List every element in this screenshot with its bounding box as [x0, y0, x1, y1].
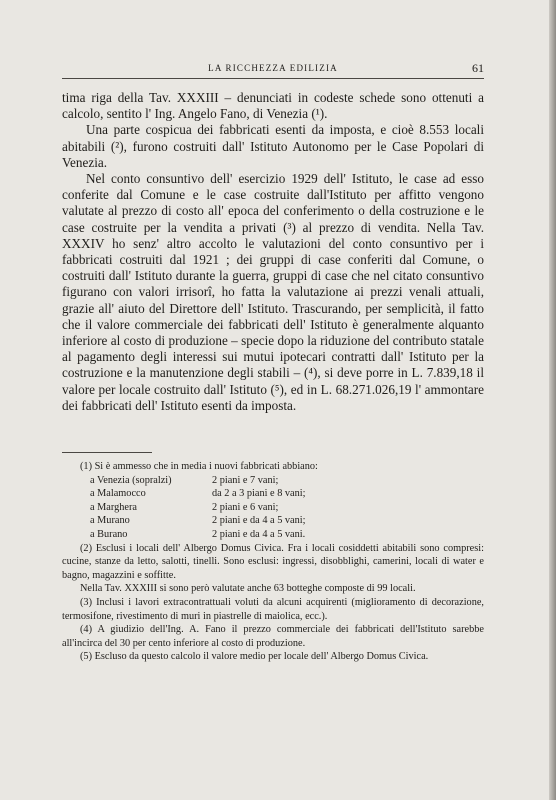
running-title: LA RICCHEZZA EDILIZIA — [208, 63, 338, 73]
footnote-1-table — [90, 474, 484, 542]
fn-place: a Burano — [90, 528, 128, 540]
fn-floors: 2 piani e 6 vani; — [212, 501, 279, 513]
footnote-2: (2) Esclusi i locali dell' Albergo Domus Civica. Fra i locali cosiddetti abitabili sono compresi: cucine, stanze da letto, salotti, tinelli. Sono esclusi: ingressi, disobblighi, camerini, locali di water e bagno, magazzini e soffitte. — [62, 542, 484, 581]
footnote-3: (3) Inclusi i lavori extracontrattuali voluti da alcuni acquirenti (miglioramento di decorazione, termosifone, rivestimento di muri in piastrelle di maiolica, ecc.). — [62, 596, 484, 622]
fn-floors: da 2 a 3 piani e 8 vani; — [212, 488, 306, 500]
footnote-4: (4) A giudizio dell'Ing. A. Fano il prezzo commerciale dei fabbricati dell'Istituto sarebbe all'incirca del 30 per cento inferiore al costo di produzione. — [62, 624, 484, 649]
footnote-1-row — [90, 528, 484, 542]
fn-place: a Murano — [90, 515, 130, 527]
paragraph-2: Una parte cospicua dei fabbricati esenti da imposta, e cioè 8.553 locali abitabili (²), furono costruiti dall' Istituto Autonomo per le Case Popolari di Venezia. — [62, 122, 484, 170]
footnote-1-intro: (1) Si è ammesso che in media i nuovi fabbricati abbiano: — [80, 461, 318, 472]
fn-place: a Malamocco — [90, 488, 146, 500]
running-header — [62, 62, 484, 76]
main-text — [62, 90, 484, 414]
page-edge-shadow — [549, 0, 556, 800]
fn-floors: 2 piani e 7 vani; — [212, 474, 279, 486]
page-number: 61 — [472, 61, 484, 75]
footnote-5: (5) Escluso da questo calcolo il valore medio per locale dell' Albergo Domus Civica. — [80, 651, 429, 663]
footnote-2-continued: Nella Tav. XXXIII si sono però valutate anche 63 botteghe composte di 99 locali. — [80, 583, 416, 595]
fn-floors: 2 piani e da 4 a 5 vani; — [212, 515, 306, 527]
fn-floors: 2 piani e da 4 a 5 vani. — [212, 528, 306, 540]
footnotes — [62, 460, 484, 664]
paragraph-3: Nel conto consuntivo dell' esercizio 1929 dell' Istituto, le case ad esso conferite dal Comune e le case costruite dall'Istituto per affitto vengono valutate al prezzo di costo all' epoca del conferimento o della costruzione e le case costruite per la vendita a privati (³) al prezzo di vendita. Nella Tav. XXXIV ho senz' altro accolto le valutazioni del conto consuntivo per i fabbricati costruiti dal 1921 ; dei gruppi di case conferiti dal Comune, o costruiti dall' Istituto durante la guerra, gruppi di case che nel citato consuntivo figurano con valori irrisorî, ho fatta la valutazione ai prezzi venali attuali, grazie all' aiuto del Direttore dell' Istituto. Trascurando, per semplicità, il fatto che il valore commerciale dei fabbricati dell' Istituto è generalmente alquanto inferiore al costo di produzione – specie dopo la riduzione del contributo statale al pagamento degli interessi sui mutui ipotecari contratti dall' Istituto per la costruzione e la manutenzione degli stabili – (⁴), si deve porre in L. 7.839,18 il valore per locale costruito dall' Istituto (⁵), ed in L. 68.271.026,19 l' ammontare dei fabbricati dell' Istituto esenti da imposta. — [62, 171, 484, 413]
header-rule — [62, 78, 484, 79]
fn-place: a Marghera — [90, 501, 137, 513]
footnote-1-row — [90, 514, 484, 528]
footnote-1-row — [90, 501, 484, 515]
fn-place: a Venezia (sopralzi) — [90, 474, 172, 486]
footnote-rule — [62, 452, 152, 453]
paragraph-1: tima riga della Tav. XXXIII – denunciati in codeste schede sono ottenuti a calcolo, sentito l' Ing. Angelo Fano, di Venezia (¹). — [62, 90, 484, 122]
footnote-1-row — [90, 474, 484, 488]
footnote-1-row — [90, 487, 484, 501]
